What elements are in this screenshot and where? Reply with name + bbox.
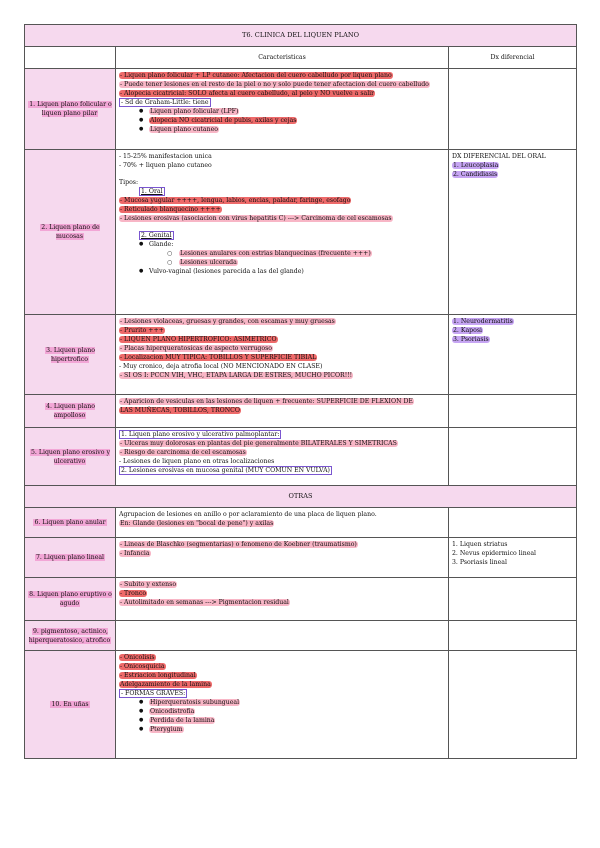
row-label: 3. Liquen plano hipertrofico [25, 315, 116, 395]
features-cell: - Onicolisis - Onicosquicia - Estriacion longitudinal Adelgazamiento de la lamina - FORMAS GRAVES: ● Hiperqueratosis subungueal ● Onicodistrofia ● Perdida de la lamina ● Pterygium [116, 651, 449, 759]
features-cell: - Lineas de Blaschko (segmentarias) o fenomeno de Koebner (traumatismo) - Infancia [116, 538, 449, 578]
differential-cell: 1. Neurodermatitis 2. Kaposi 3. Psoriasis [449, 315, 577, 395]
row-label: 6. Liquen plano anular [25, 508, 116, 538]
row-label: 5. Liquen plano erosivo y ulcerativo [25, 428, 116, 486]
liquen-plano-table [24, 24, 577, 759]
row-label: 7. Liquen plano lineal [25, 538, 116, 578]
row-label: 1. Liquen plano folicular o liquen plano pilar [25, 69, 116, 150]
table-row [25, 621, 577, 651]
column-differential: Dx diferencial [449, 47, 577, 69]
features-cell: Agrupacion de lesiones en anillo o por aclaramiento de una placa de liquen plano. En: Glande (lesiones en "bocal de pene") y axilas [116, 508, 449, 538]
features-cell: - Aparicion de vesiculas en las lesiones de liquen + frecuente: SUPERFICIE DE FLEXION DE LAS MUÑECAS, TOBILLOS, TRONCO [116, 395, 449, 428]
differential-cell: DX DIFERENCIAL DEL ORAL 1. Leucoplasia 2. Candidiasis [449, 150, 577, 315]
table-row [25, 578, 577, 621]
features-cell: - Lesiones violaceas, gruesas y grandes, con escamas y muy gruesas - Prurito +++ - LIQUEN PLANO HIPERTROFICO: ASIMETRICO - Placas hiperqueratosicas de aspecto verrugoso - Localizacion MUY TIPICA: TOBILLOS Y SUPERFICIE TIBIAL - Muy cronico, deja atrofia local (NO MENCIONADO EN CLASE) - SI OS I: PCCN VIH, VHC, ETAPA LARGA DE ESTRES, MUCHO PICOR!!! [116, 315, 449, 395]
features-cell: - Liquen plano folicular + LP cutaneo: Afectacion del cuero cabelludo por liquen plano - Puede tener lesiones en el resto de la piel o no y solo puede tener afectacion del cuero cabelludo - Alopecia cicatricial: SOLO afecta al cuero cabelludo, al pelo y NO vuelve a salir - Sd de Graham-Little: tiene ● Liquen plano folicular (LPF) ● Alopecia NO cicatricial de pubis, axilas y cejas ● Liquen plano cutaneo [116, 69, 449, 150]
table-row [25, 428, 577, 486]
row-label: 2. Liquen plano de mucosas [25, 150, 116, 315]
column-features: Caracteristicas [116, 47, 449, 69]
row-label: 4. Liquen plano ampolloso [25, 395, 116, 428]
table-row [25, 651, 577, 759]
features-cell: 1. Liquen plano erosivo y ulcerativo palmoplantar: - Ulceras muy dolorosas en plantas del pie generalmente BILATERALES Y SIMETRICAS - Riesgo de carcinoma de cel escamosas - Lesiones de liquen plano en otras localizaciones 2. Lesiones erosivas en mucosa genital (MUY COMUN EN VULVA) [116, 428, 449, 486]
table-row [25, 315, 577, 395]
features-cell: - 15-25% manifestacion unica - 70% + liquen plano cutaneo Tipos: 1. Oral - Mucosa yugular ++++, lengua, labios, encias, paladar, faringe, esofago - Reticulado blanquecino ++++ - Lesiones erosivas (asociacion con virus hepatitis C) ---> Carcinoma de cel escamosas 2. Genital ● Glande: ○ Lesiones anulares con estrias blanquecinas (frecuente +++) ○ Lesiones ulcerada ● Vulvo-vaginal (lesiones parecida a las del glande) [116, 150, 449, 315]
features-cell: - Subito y extenso - Tronco - Autolimitado en semanas ---> Pigmentacion residual [116, 578, 449, 621]
section-heading-others: OTRAS [25, 486, 577, 508]
table-row [25, 69, 577, 150]
row-label: 9. pigmentoso, actinico, hiperqueratosico, atrofico [25, 621, 116, 651]
differential-cell: 1. Liquen striatus 2. Nevus epidermico lineal 3. Psoriasis lineal [449, 538, 577, 578]
table-row [25, 395, 577, 428]
table-row [25, 538, 577, 578]
table-row [25, 508, 577, 538]
table-row [25, 150, 577, 315]
row-label: 10. En uñas [25, 651, 116, 759]
column-header-row [25, 47, 577, 69]
row-label: 8. Liquen plano eruptivo o agudo [25, 578, 116, 621]
table-title: T6. CLINICA DEL LIQUEN PLANO [25, 25, 577, 47]
